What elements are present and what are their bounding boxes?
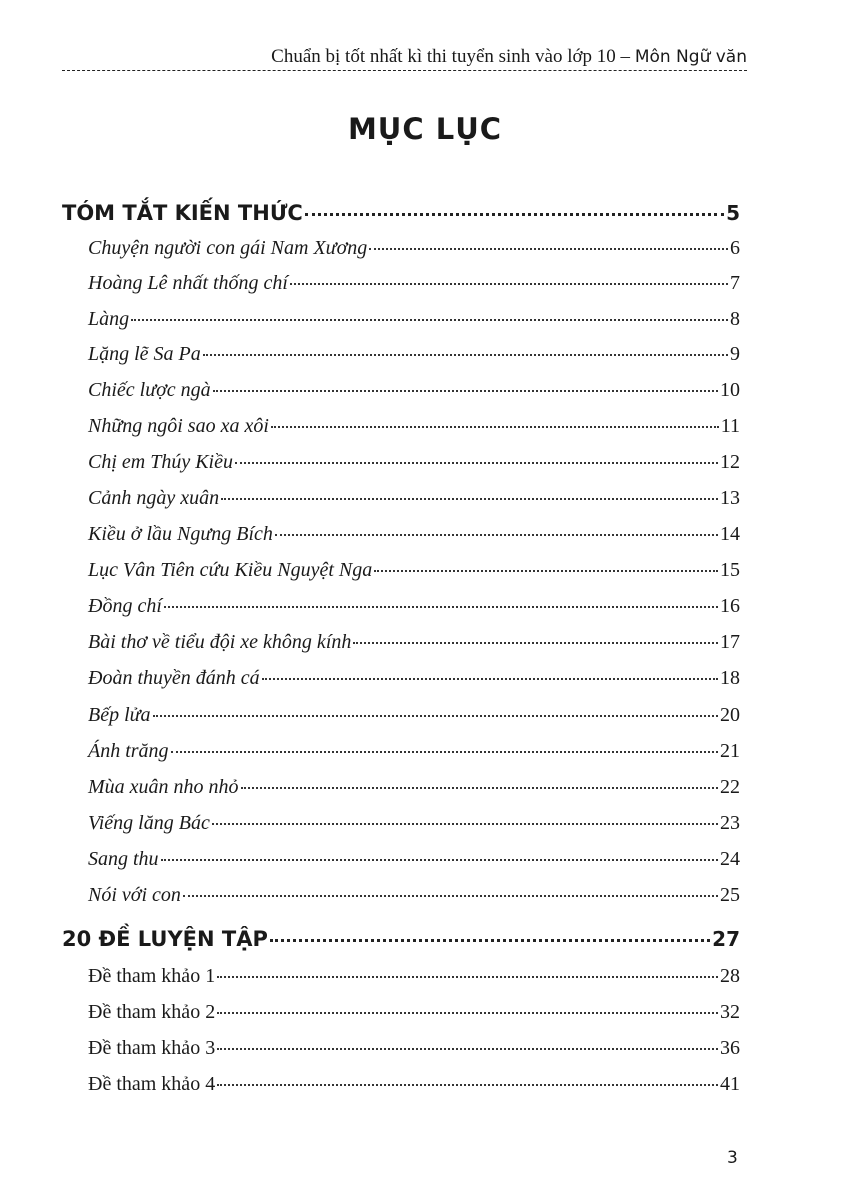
toc-entry-label: Viếng lăng Bác: [88, 812, 210, 834]
toc-page-number: 6: [730, 237, 740, 259]
header-book-title: Chuẩn bị tốt nhất kì thi tuyển sinh vào lớp 10 –: [271, 46, 631, 67]
toc-page-number: 17: [720, 631, 740, 653]
toc-page-number: 12: [720, 451, 740, 473]
toc-leader-dots: [275, 533, 718, 536]
toc-page-number: 11: [720, 415, 740, 437]
toc-leader-dots: [153, 714, 718, 717]
toc-entry-label: Ánh trăng: [88, 740, 169, 762]
toc-leader-dots: [374, 569, 718, 572]
toc-entry-label: Lục Vân Tiên cứu Kiều Nguyệt Nga: [88, 559, 373, 581]
toc-entry[interactable]: [88, 808, 740, 838]
toc-entry-label: Sang thu: [88, 848, 159, 870]
toc-entry[interactable]: [88, 447, 740, 477]
toc-leader-dots: [290, 282, 728, 285]
toc-page-number: 36: [720, 1037, 740, 1059]
toc-entry-label: Bếp lửa: [88, 704, 151, 726]
toc-leader-dots: [270, 938, 710, 942]
toc-page-number: 41: [720, 1073, 740, 1095]
toc-entry-label: Làng: [88, 308, 130, 330]
toc-entry[interactable]: [88, 961, 740, 991]
toc-leader-dots: [353, 641, 718, 644]
toc-page-number: 10: [720, 379, 740, 401]
toc-leader-dots: [221, 497, 718, 500]
toc-page-number: 14: [720, 523, 740, 545]
toc-leader-dots: [369, 247, 728, 250]
toc-leader-dots: [161, 858, 718, 861]
header-subject: Môn Ngữ văn: [634, 47, 747, 67]
toc-leader-dots: [131, 318, 728, 321]
page-number: 3: [727, 1148, 738, 1168]
toc-leader-dots: [217, 975, 718, 978]
toc-page-number: 16: [720, 595, 740, 617]
toc-entry-label: Nói với con: [88, 884, 181, 906]
toc-leader-dots: [171, 750, 718, 753]
toc-section-heading[interactable]: [62, 924, 740, 954]
toc-entry-label: Lặng lẽ Sa Pa: [88, 343, 201, 365]
toc-page-number: 9: [730, 343, 740, 365]
toc-leader-dots: [203, 353, 728, 356]
toc-entry-label: Chiếc lược ngà: [88, 379, 211, 401]
toc-entry[interactable]: [88, 268, 740, 298]
toc-page-number: 21: [720, 740, 740, 762]
toc-section-label: 20 ĐỀ LUYỆN TẬP: [62, 927, 268, 951]
toc-leader-dots: [212, 822, 718, 825]
toc-page-number: 25: [720, 884, 740, 906]
toc-entry[interactable]: [88, 663, 740, 693]
toc-leader-dots: [305, 212, 724, 216]
toc-entry[interactable]: [88, 844, 740, 874]
toc-page-number: 7: [730, 272, 740, 294]
toc-entry-label: Đoàn thuyền đánh cá: [88, 667, 260, 689]
toc-entry[interactable]: [88, 880, 740, 910]
toc-entry[interactable]: [88, 772, 740, 802]
toc-entry-label: Đề tham khảo 4: [88, 1073, 216, 1095]
toc-leader-dots: [164, 605, 718, 608]
toc-leader-dots: [262, 677, 718, 680]
toc-page-number: 13: [720, 487, 740, 509]
toc-page-number: 15: [720, 559, 740, 581]
toc-page-number: 22: [720, 776, 740, 798]
toc-section-heading[interactable]: [62, 198, 740, 228]
toc-entry-label: Cảnh ngày xuân: [88, 487, 220, 509]
toc-page-number: 18: [720, 667, 740, 689]
toc-page-number: 23: [720, 812, 740, 834]
toc-entry-label: Hoàng Lê nhất thống chí: [88, 272, 288, 294]
toc-leader-dots: [217, 1083, 718, 1086]
toc-leader-dots: [217, 1011, 718, 1014]
toc-entry-label: Đồng chí: [88, 595, 162, 617]
toc-entry-label: Đề tham khảo 1: [88, 965, 216, 987]
toc-entry[interactable]: [88, 591, 740, 621]
toc-leader-dots: [271, 425, 719, 428]
toc-entry-label: Những ngôi sao xa xôi: [88, 415, 269, 437]
toc-page-number: 20: [720, 704, 740, 726]
toc-entry[interactable]: [88, 736, 740, 766]
toc-entry[interactable]: [88, 375, 740, 405]
toc-entry[interactable]: [88, 519, 740, 549]
toc-page-number: 5: [726, 201, 740, 225]
toc-leader-dots: [183, 894, 718, 897]
toc-entry-label: Chuyện người con gái Nam Xương: [88, 237, 368, 259]
page-title: MỤC LỤC: [347, 112, 503, 146]
toc-entry-label: Kiều ở lầu Ngưng Bích: [88, 523, 273, 545]
toc-page-number: 27: [712, 927, 740, 951]
toc-section-label: TÓM TẮT KIẾN THỨC: [62, 201, 303, 225]
toc-entry[interactable]: [88, 1033, 740, 1063]
toc-entry-label: Đề tham khảo 2: [88, 1001, 216, 1023]
toc-leader-dots: [241, 786, 718, 789]
toc-leader-dots: [217, 1047, 718, 1050]
toc-entry[interactable]: [88, 411, 740, 441]
toc-entry[interactable]: [88, 627, 740, 657]
toc-entry-label: Bài thơ về tiểu đội xe không kính: [88, 631, 352, 653]
toc-entry[interactable]: [88, 339, 740, 369]
toc-page-number: 28: [720, 965, 740, 987]
toc-entry[interactable]: [88, 483, 740, 513]
toc-leader-dots: [235, 461, 718, 464]
toc-entry[interactable]: [88, 555, 740, 585]
toc-page-number: 32: [720, 1001, 740, 1023]
toc-entry[interactable]: [88, 700, 740, 730]
toc-entry[interactable]: [88, 997, 740, 1027]
toc-page-number: 24: [720, 848, 740, 870]
toc-entry[interactable]: [88, 1069, 740, 1099]
toc-entry[interactable]: [88, 304, 740, 334]
toc-entry-label: Chị em Thúy Kiều: [88, 451, 233, 473]
toc-entry-label: Đề tham khảo 3: [88, 1037, 216, 1059]
toc-entry-label: Mùa xuân nho nhỏ: [88, 776, 239, 798]
toc-leader-dots: [213, 389, 718, 392]
toc-entry[interactable]: [88, 233, 740, 263]
toc-page-number: 8: [730, 308, 740, 330]
